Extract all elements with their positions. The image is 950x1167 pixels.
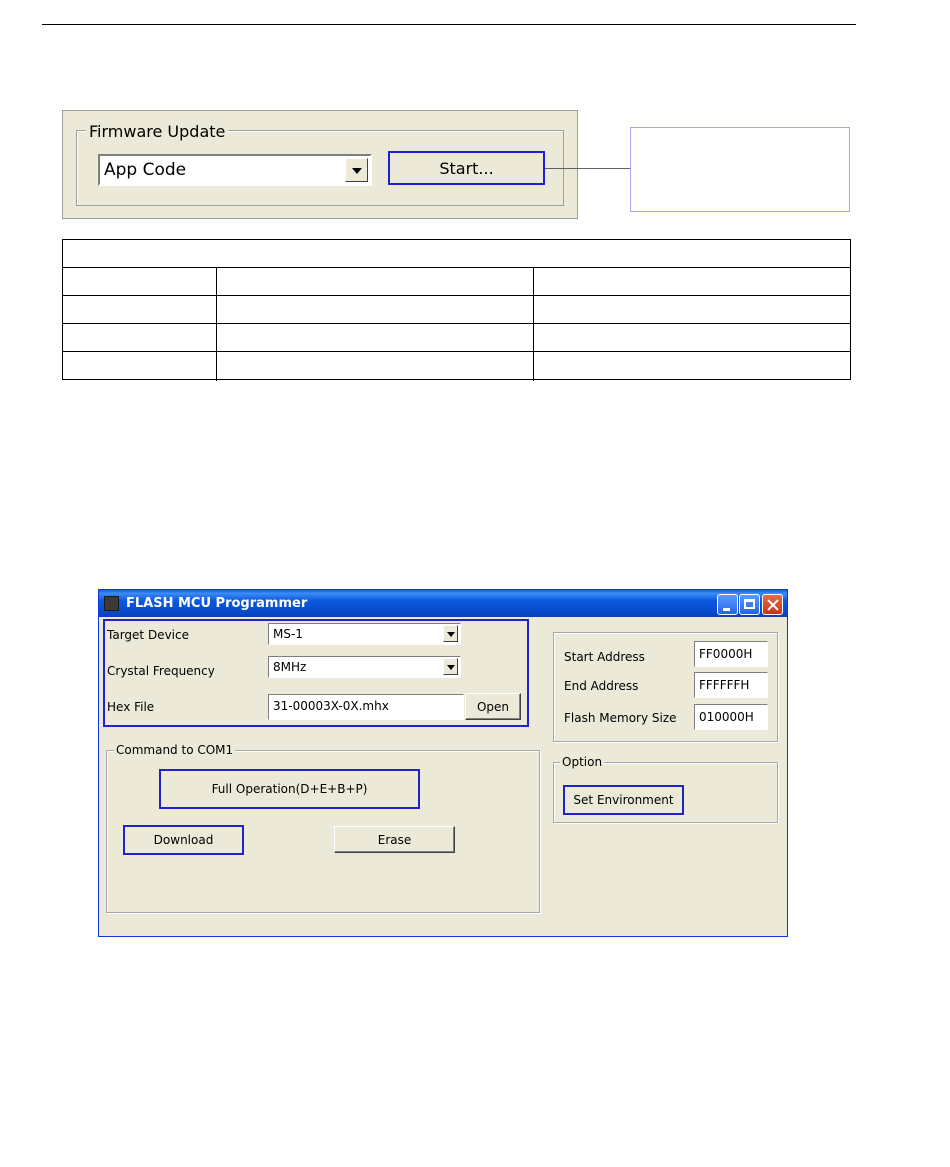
chevron-down-icon[interactable]: [443, 625, 458, 642]
table-row: [63, 323, 850, 351]
crystal-frequency-value: 8MHz: [273, 660, 307, 674]
column-divider: [216, 324, 217, 352]
crystal-frequency-label: Crystal Frequency: [107, 664, 215, 678]
erase-button[interactable]: Erase: [334, 826, 455, 853]
option-group-label: Option: [562, 755, 603, 769]
end-address-field[interactable]: FFFFFFH: [694, 672, 768, 698]
target-device-label: Target Device: [107, 628, 189, 642]
table-row: [63, 267, 850, 295]
start-button[interactable]: Start...: [388, 151, 545, 185]
chevron-down-icon[interactable]: [443, 658, 458, 675]
column-divider: [533, 268, 534, 296]
end-address-label: End Address: [564, 679, 639, 693]
minimize-icon[interactable]: [717, 594, 738, 615]
close-icon[interactable]: [762, 594, 783, 615]
column-divider: [533, 352, 534, 381]
table-row: [63, 351, 850, 380]
column-divider: [533, 296, 534, 324]
open-button[interactable]: Open: [465, 693, 521, 720]
maximize-icon[interactable]: [739, 594, 760, 615]
firmware-update-group-label: Firmware Update: [86, 122, 228, 142]
table-row: [63, 295, 850, 323]
column-divider: [533, 324, 534, 352]
chevron-down-icon[interactable]: [345, 158, 368, 182]
flash-memory-size-field[interactable]: 010000H: [694, 704, 768, 730]
hex-file-label: Hex File: [107, 700, 155, 714]
target-device-value: MS-1: [273, 627, 303, 641]
start-address-label: Start Address: [564, 650, 645, 664]
download-button[interactable]: Download: [123, 825, 244, 855]
page-top-rule: [42, 24, 856, 25]
callout-box: [630, 127, 850, 212]
column-divider: [216, 352, 217, 381]
column-divider: [216, 296, 217, 324]
command-group-label: Command to COM1: [116, 743, 234, 757]
app-icon: [104, 596, 119, 611]
firmware-type-value: App Code: [104, 160, 187, 180]
callout-connector-line: [545, 168, 631, 169]
column-divider: [216, 268, 217, 296]
flash-memory-size-label: Flash Memory Size: [564, 711, 677, 725]
start-address-field[interactable]: FF0000H: [694, 641, 768, 667]
empty-table: [62, 239, 851, 380]
set-environment-button[interactable]: Set Environment: [563, 785, 684, 815]
window-title: FLASH MCU Programmer: [126, 596, 308, 611]
hex-file-value: 31-00003X-0X.mhx: [273, 699, 389, 713]
full-operation-button[interactable]: Full Operation(D+E+B+P): [159, 769, 420, 809]
